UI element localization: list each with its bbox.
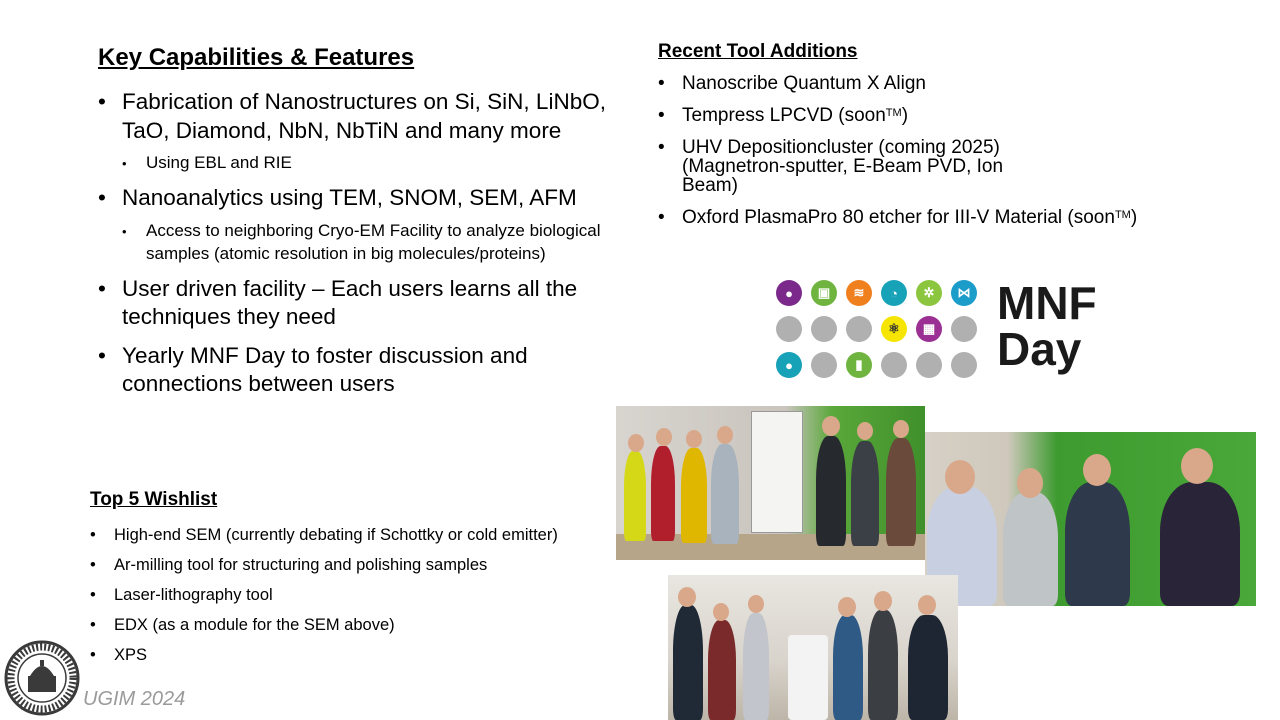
grey-dot-icon (811, 316, 837, 342)
logo-line2: Day (997, 323, 1082, 375)
sub-item: • Using EBL and RIE (146, 151, 622, 174)
grey-dot-icon (811, 352, 837, 378)
trademark: TM (885, 107, 902, 119)
trademark: TM (1114, 209, 1131, 221)
tools-list (682, 74, 1242, 240)
chip-icon: ▦ (916, 316, 942, 342)
poster-board (751, 411, 803, 533)
list-item: • XPS (114, 640, 634, 670)
tool-text: Oxford PlasmaPro 80 etcher for III-V Material (soon (682, 207, 1115, 228)
presentation-icon: ▣ (811, 280, 837, 306)
photo-group-green-wall (925, 432, 1256, 606)
wishlist-list (114, 520, 634, 670)
capability-text: User driven facility – Each users learns all the techniques they need (122, 275, 578, 329)
dna-icon: ≋ (846, 280, 872, 306)
key-capabilities-title: Key Capabilities & Features (98, 44, 415, 71)
list-item: • EDX (as a module for the SEM above) (114, 610, 634, 640)
photo-networking-crowd (668, 575, 958, 720)
list-item (682, 138, 1042, 195)
grey-dot-icon (916, 352, 942, 378)
grey-dot-icon (951, 316, 977, 342)
tool-text: Tempress LPCVD (soon (682, 105, 886, 126)
footer-text: UGIM 2024 (83, 688, 186, 710)
university-seal-icon (4, 640, 80, 716)
network-icon: ⋈ (951, 280, 977, 306)
people-icon: ● (776, 280, 802, 306)
grey-dot-icon (951, 352, 977, 378)
list-item: • High-end SEM (currently debating if Schottky or cold emitter) (114, 520, 634, 550)
list-item (122, 184, 622, 265)
capability-text: Fabrication of Nanostructures on Si, SiN, LiNbO, TaO, Diamond, NbN, NbTiN and many more (122, 89, 606, 143)
microscope-icon: ◔ (881, 280, 907, 306)
grey-dot-icon (776, 316, 802, 342)
list-item (682, 74, 1242, 93)
list-item (682, 208, 1242, 227)
key-capabilities-list (122, 88, 622, 409)
sub-list (146, 219, 622, 265)
atom-icon: ⚛ (881, 316, 907, 342)
list-item: • Laser-lithography tool (114, 580, 634, 610)
list-item: • Ar-milling tool for structuring and polishing samples (114, 550, 634, 580)
gears-icon: ✲ (916, 280, 942, 306)
sub-item: • Access to neighboring Cryo-EM Facility to analyze biological samples (atomic resolution in big molecules/proteins) (146, 219, 622, 265)
mnf-day-wordmark (997, 277, 1097, 375)
list-item (122, 88, 622, 174)
list-item (122, 342, 622, 399)
test-tube-icon: ▮ (846, 352, 872, 378)
tool-text-end: ) (1130, 207, 1138, 228)
capability-text: Nanoanalytics using TEM, SNOM, SEM, AFM (122, 185, 577, 210)
grey-dot-icon (881, 352, 907, 378)
photo-poster-session (616, 406, 925, 560)
tools-title: Recent Tool Additions (658, 41, 858, 62)
logo-line1: MNF (997, 277, 1097, 329)
capability-text: Yearly MNF Day to foster discussion and connections between users (122, 342, 528, 396)
wishlist-title: Top 5 Wishlist (90, 489, 218, 510)
sub-list (146, 151, 622, 174)
tool-text-end: ) (901, 105, 909, 126)
head-icon: ● (776, 352, 802, 378)
list-item (122, 275, 622, 332)
tool-text: UHV Depositioncluster (coming 2025) (Magnetron-sputter, E-Beam PVD, Ion Beam) (682, 137, 1004, 196)
mnf-day-logo (776, 277, 1097, 380)
list-item (682, 106, 1242, 125)
tool-text: Nanoscribe Quantum X Align (682, 73, 926, 94)
grey-dot-icon (846, 316, 872, 342)
